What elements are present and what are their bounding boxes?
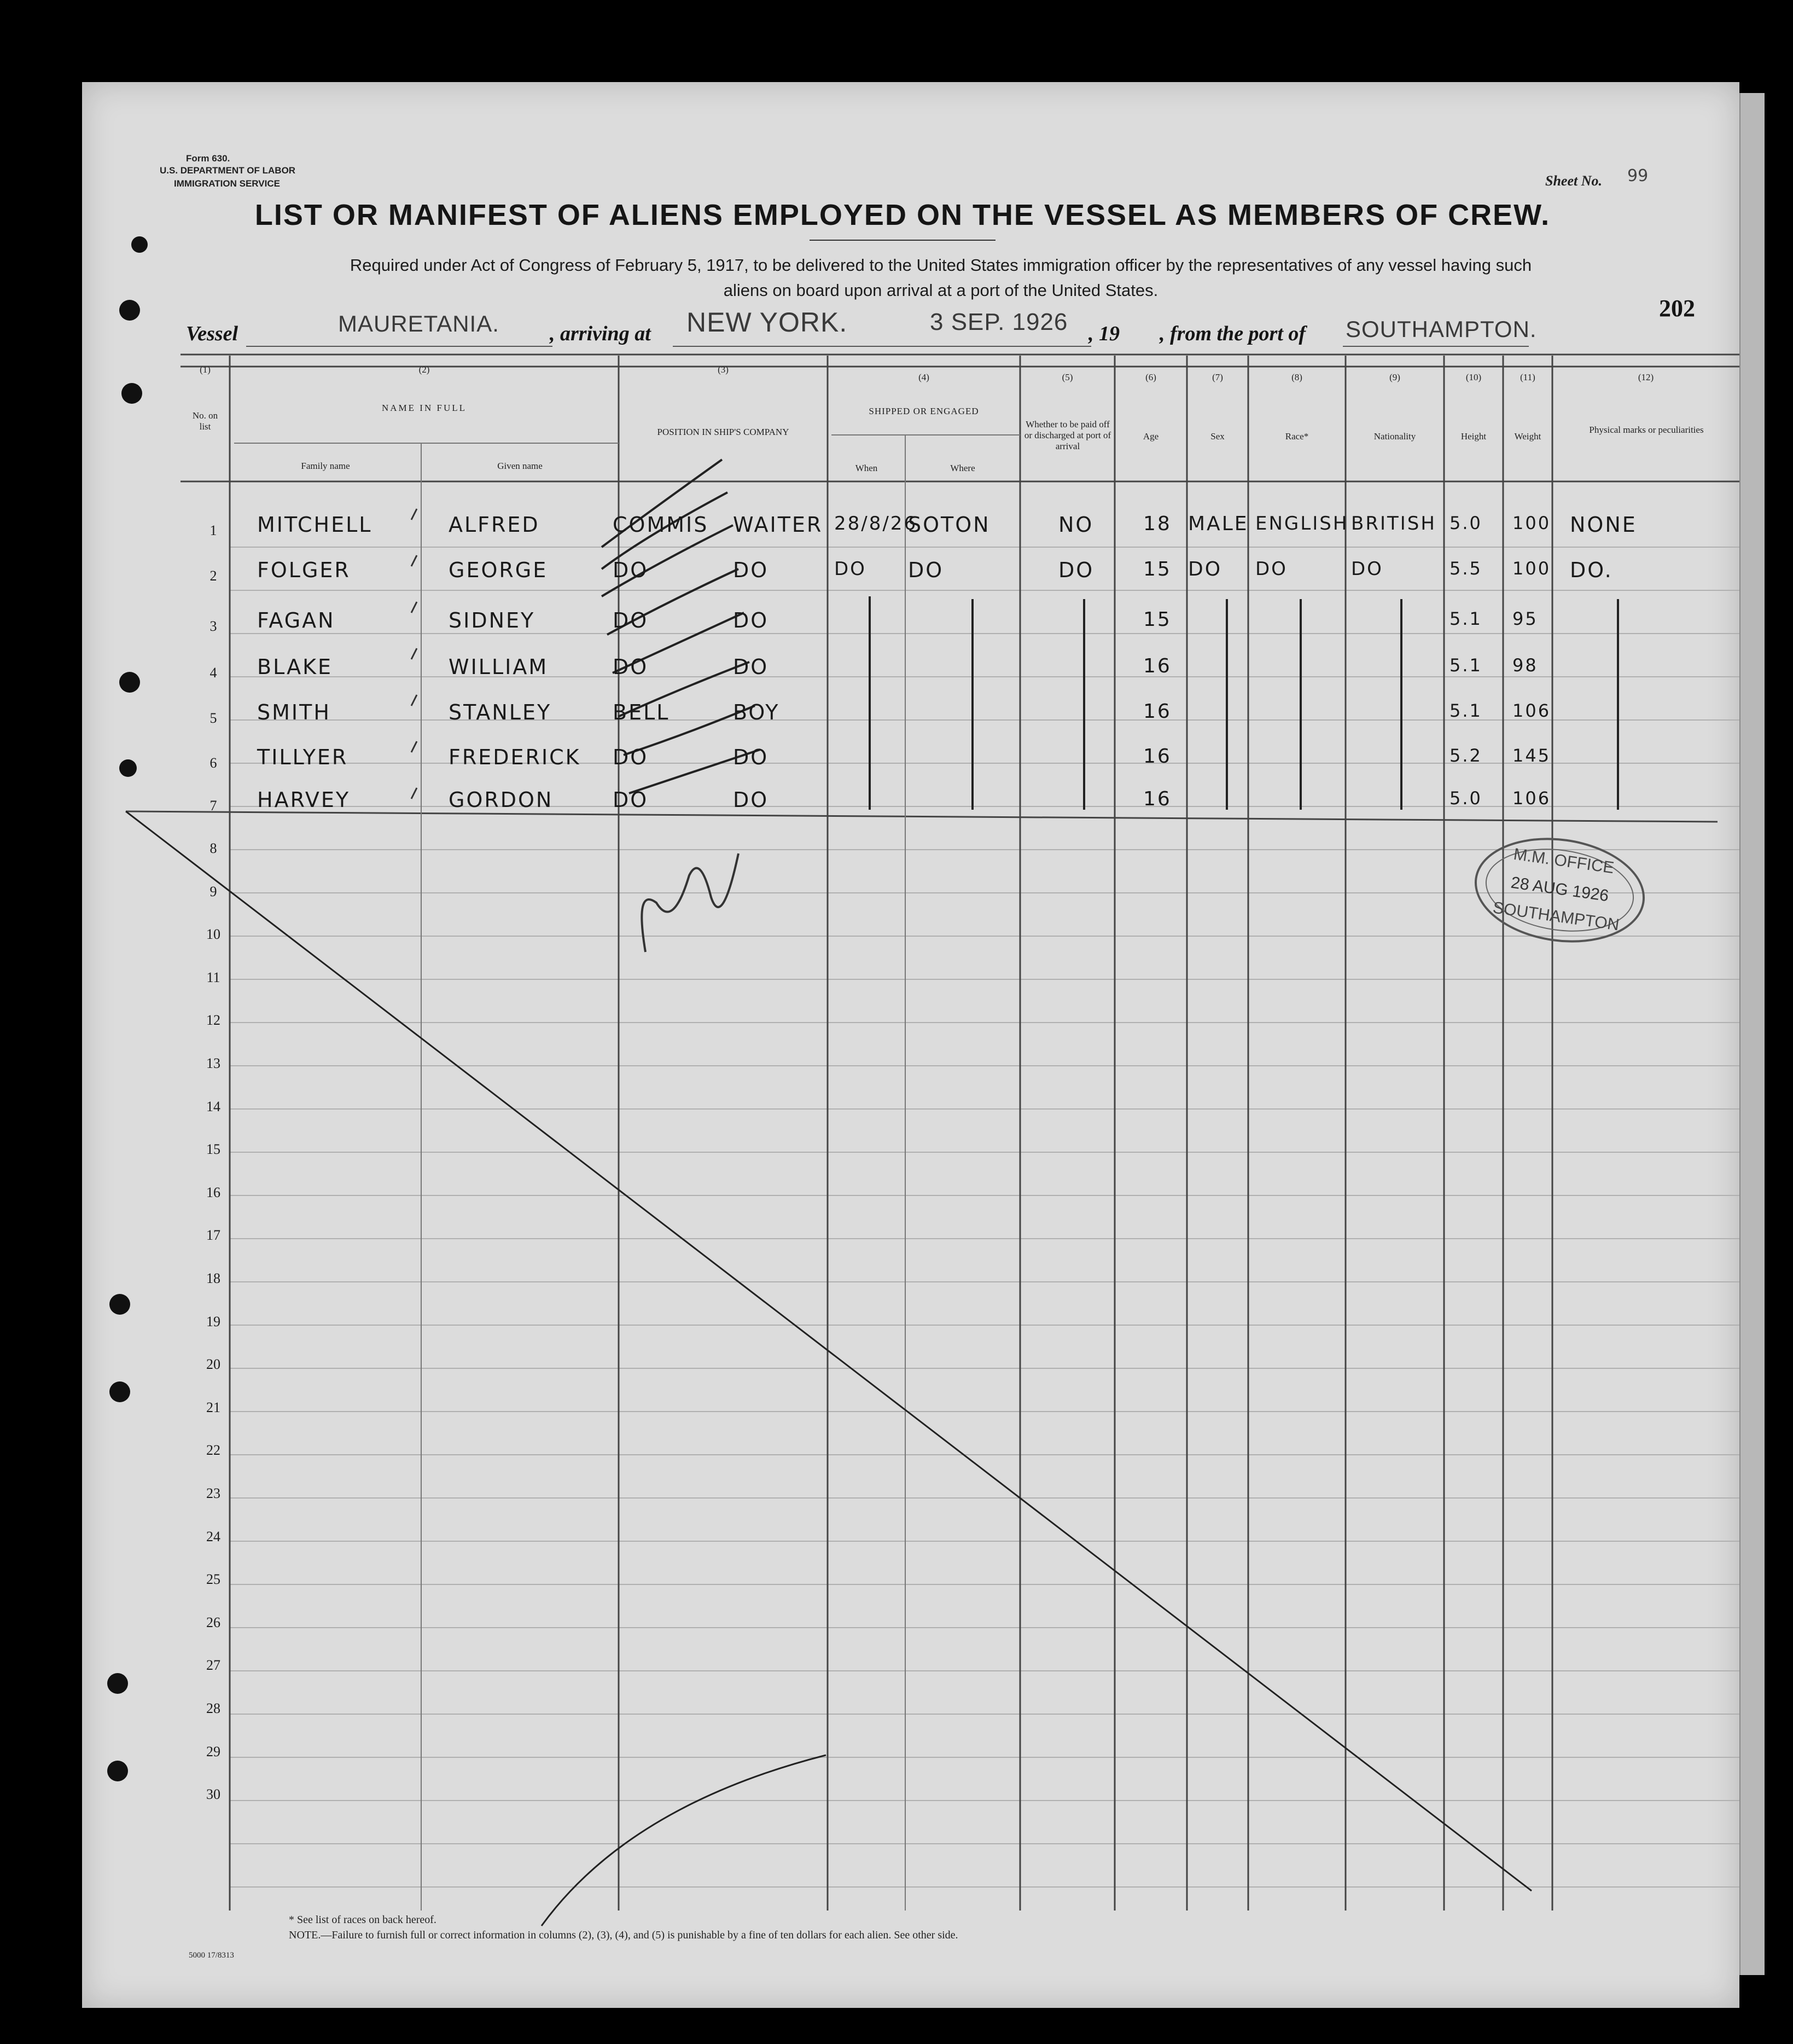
col-2b-head: Given name — [497, 461, 543, 471]
crew-weight: 106 — [1512, 700, 1551, 721]
crew-family: MITCHELL — [257, 513, 372, 537]
crew-position: DO — [613, 655, 649, 679]
crew-position: DO — [613, 745, 649, 769]
vessel-label: Vessel — [186, 322, 238, 345]
col-5-num: (5) — [1062, 372, 1073, 382]
crew-family: FAGAN — [257, 608, 335, 632]
department: U.S. DEPARTMENT OF LABOR — [160, 165, 296, 176]
crew-sex: DO — [1188, 558, 1222, 580]
col-8-head: Race* — [1285, 431, 1309, 442]
col-4a-head: When — [855, 463, 878, 473]
crew-where: DO — [908, 558, 944, 582]
col-2-head: NAME IN FULL — [382, 403, 467, 413]
vessel-name: MAURETANIA. — [338, 311, 499, 336]
crew-age: 15 — [1143, 558, 1172, 580]
col-7-num: (7) — [1212, 372, 1223, 382]
crew-height: 5.1 — [1449, 700, 1482, 721]
departure-port: SOUTHAMPTON. — [1346, 316, 1537, 342]
row-number: 21 — [206, 1399, 220, 1415]
race-note: * See list of races on back hereof. — [289, 1914, 436, 1926]
crew-race: DO — [1255, 558, 1288, 580]
crew-sex: MALE — [1188, 513, 1249, 535]
col-2-num: (2) — [418, 364, 430, 375]
row-number: 29 — [206, 1743, 220, 1760]
crew-marks: NONE — [1570, 513, 1637, 537]
row-number: 1 — [209, 522, 217, 538]
row-number: 12 — [206, 1012, 220, 1029]
crew-when: DO — [834, 558, 866, 580]
row-number: 10 — [206, 926, 220, 943]
col-11-num: (11) — [1520, 372, 1535, 382]
year-label: , 19 — [1088, 322, 1120, 345]
row-number: 2 — [209, 568, 217, 584]
crew-weight: 100 — [1512, 513, 1551, 533]
crew-when: 28/8/26 — [834, 513, 918, 535]
stamp-office: M.M. OFFICE — [1512, 845, 1615, 878]
crew-position2: DO — [733, 745, 769, 769]
print-code: 5000 17/8313 — [189, 1951, 234, 1960]
crew-given: GORDON — [449, 788, 554, 812]
row-number: 8 — [209, 840, 217, 856]
crew-height: 5.0 — [1449, 788, 1482, 809]
crew-race: ENGLISH — [1255, 513, 1349, 535]
arrival-date: 3 SEP. 1926 — [930, 309, 1068, 335]
row-number: 27 — [206, 1657, 220, 1674]
crew-weight: 145 — [1512, 745, 1551, 766]
crew-given: SIDNEY — [449, 608, 535, 632]
row-number: 4 — [209, 665, 217, 681]
crew-where: SOTON — [908, 513, 991, 537]
row-number: 22 — [206, 1442, 220, 1459]
crew-weight: 95 — [1512, 608, 1538, 629]
crew-height: 5.0 — [1449, 513, 1482, 533]
crew-height: 5.1 — [1449, 608, 1482, 629]
crew-weight: 106 — [1512, 788, 1551, 809]
crew-position: COMMIS — [613, 513, 709, 537]
col-4-head: SHIPPED OR ENGAGED — [869, 406, 979, 416]
col-6-head: Age — [1143, 431, 1159, 442]
crew-age: 16 — [1143, 745, 1172, 768]
row-number: 28 — [206, 1700, 220, 1716]
col-12-head: Physical marks or peculiarities — [1589, 425, 1704, 435]
col-7-head: Sex — [1210, 431, 1225, 442]
required-line-2: aliens on board upon arrival at a port of the United States. — [723, 281, 1159, 300]
row-number: 14 — [206, 1098, 220, 1114]
row-number: 26 — [206, 1614, 220, 1630]
crew-position: DO — [613, 558, 649, 582]
row-number: 30 — [206, 1786, 220, 1803]
crew-position2: BOY — [733, 700, 780, 724]
row-number: 24 — [206, 1528, 220, 1544]
col-3-num: (3) — [718, 364, 729, 375]
form-number: Form 630. — [186, 153, 230, 164]
crew-height: 5.1 — [1449, 655, 1482, 676]
crew-nationality: BRITISH — [1351, 513, 1436, 535]
row-number: 15 — [206, 1141, 220, 1158]
row-number: 16 — [206, 1184, 220, 1200]
crew-age: 16 — [1143, 788, 1172, 810]
crew-age: 16 — [1143, 700, 1172, 723]
stamp-city: SOUTHAMPTON — [1492, 898, 1621, 934]
crew-given: FREDERICK — [449, 745, 581, 769]
crew-given: GEORGE — [449, 558, 548, 582]
col-12-num: (12) — [1638, 372, 1654, 382]
crew-weight: 100 — [1512, 558, 1551, 579]
crew-marks: DO. — [1570, 558, 1613, 582]
crew-family: HARVEY — [257, 788, 351, 812]
sheet-label: Sheet No. — [1545, 173, 1602, 189]
col-8-num: (8) — [1291, 372, 1302, 382]
col-11-head: Weight — [1514, 431, 1541, 442]
crew-position2: DO — [733, 608, 769, 632]
col-1-num: (1) — [200, 364, 211, 375]
row-number: 5 — [209, 710, 217, 726]
crew-given: ALFRED — [449, 513, 540, 537]
sheet-number: 99 — [1627, 166, 1649, 185]
crew-position2: DO — [733, 655, 769, 679]
row-number: 23 — [206, 1485, 220, 1501]
service: IMMIGRATION SERVICE — [174, 178, 280, 189]
penalty-note: NOTE.—Failure to furnish full or correct information in columns (2), (3), (4), and (5) is punishable by a fine of ten dollars for each alien. See other side. — [289, 1929, 958, 1941]
row-number: 3 — [209, 618, 217, 634]
stamp-date: 28 AUG 1926 — [1510, 873, 1610, 905]
crew-family: SMITH — [257, 700, 331, 724]
col-9-num: (9) — [1389, 372, 1400, 382]
crew-family: BLAKE — [257, 655, 333, 679]
crew-age: 15 — [1143, 608, 1172, 631]
crew-position: DO — [613, 788, 649, 812]
row-number: 19 — [206, 1313, 220, 1329]
crew-family: FOLGER — [257, 558, 351, 582]
col-6-num: (6) — [1145, 372, 1156, 382]
crew-family: TILLYER — [257, 745, 348, 769]
crew-height: 5.2 — [1449, 745, 1482, 766]
arriving-label: , arriving at — [550, 322, 651, 345]
col-3-head: POSITION IN SHIP'S COMPANY — [657, 427, 789, 437]
crew-paid: DO — [1058, 558, 1095, 582]
col-10-num: (10) — [1465, 372, 1482, 382]
crew-given: STANLEY — [449, 700, 552, 724]
row-number: 13 — [206, 1055, 220, 1071]
row-number: 20 — [206, 1356, 220, 1373]
col-10-head: Height — [1460, 431, 1487, 442]
crew-position2: DO — [733, 788, 769, 812]
crew-nationality: DO — [1351, 558, 1383, 580]
crew-weight: 98 — [1512, 655, 1538, 676]
crew-position2: DO — [733, 558, 769, 582]
crew-paid: NO — [1058, 513, 1094, 537]
row-number: 17 — [206, 1227, 220, 1244]
crew-position2: WAITER — [733, 513, 823, 537]
crew-age: 16 — [1143, 655, 1172, 677]
from-label: , from the port of — [1160, 322, 1306, 345]
row-number: 9 — [209, 883, 217, 899]
arrival-port: NEW YORK. — [686, 307, 848, 338]
crew-height: 5.5 — [1449, 558, 1482, 579]
crew-age: 18 — [1143, 513, 1172, 535]
page-code: 202 — [1659, 295, 1695, 322]
crew-position: BELL — [613, 700, 670, 724]
col-9-head: Nationality — [1373, 431, 1416, 442]
crew-position: DO — [613, 608, 649, 632]
row-number: 11 — [206, 969, 220, 985]
form-title: LIST OR MANIFEST OF ALIENS EMPLOYED ON THE VESSEL AS MEMBERS OF CREW. — [254, 199, 1551, 231]
col-4-num: (4) — [918, 372, 929, 382]
row-number: 6 — [209, 755, 217, 771]
row-number: 25 — [206, 1571, 220, 1588]
col-5-head: Whether to be paid off or discharged at port of arrival — [1024, 419, 1111, 451]
crew-given: WILLIAM — [449, 655, 549, 679]
col-4b-head: Where — [950, 463, 975, 473]
required-line-1: Required under Act of Congress of February 5, 1917, to be delivered to the United States immigration officer by the representatives of any vessel having such — [350, 256, 1532, 275]
row-number: 18 — [206, 1270, 220, 1286]
col-2a-head: Family name — [301, 461, 350, 471]
row-number: 7 — [209, 798, 217, 814]
col-1-head: No. on list — [192, 410, 218, 432]
